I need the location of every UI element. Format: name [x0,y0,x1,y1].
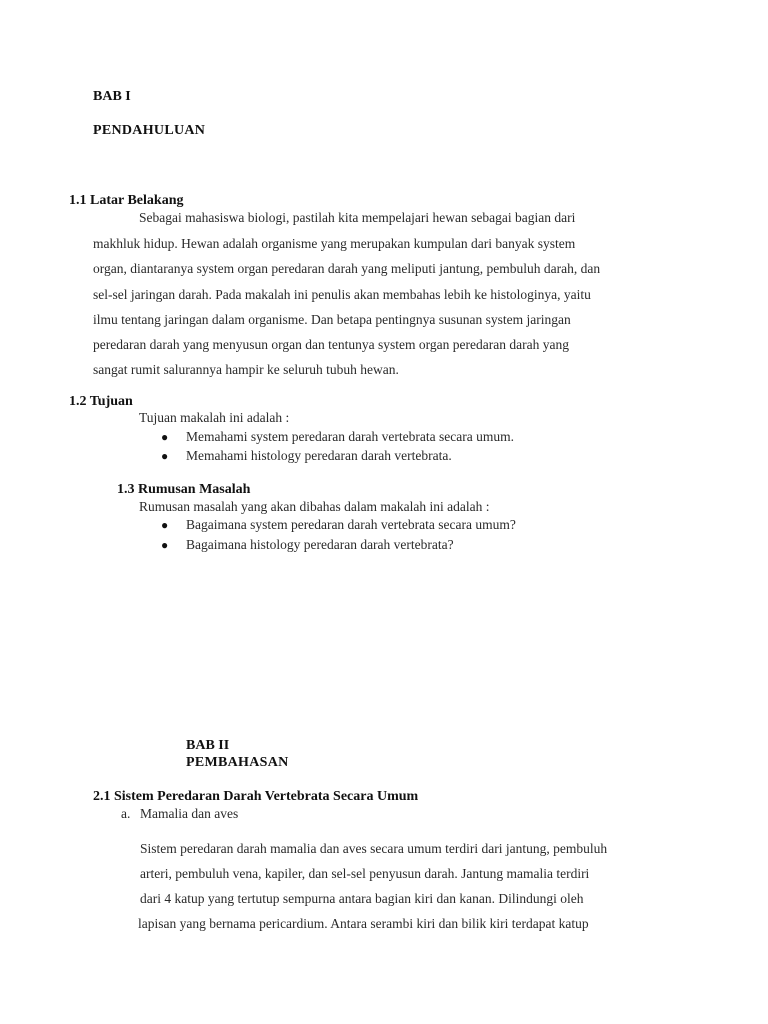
paragraph-line: organ, diantaranya system organ peredaran darah yang meliputi jantung, pembuluh darah, dan [93,261,601,276]
bab2-title: BAB II [186,738,230,753]
bab1-subtitle: PENDAHULUAN [93,123,206,138]
list-item: Memahami histology peredaran darah vertebrata. [186,448,452,463]
paragraph-line: ilmu tentang jaringan dalam organisme. Dan betapa pentingnya susunan system jaringan [93,312,571,327]
paragraph-line: arteri, pembuluh vena, kapiler, dan sel-sel penyusun darah. Jantung mamalia terdiri [140,866,590,881]
paragraph-line: Sistem peredaran darah mamalia dan aves secara umum terdiri dari jantung, pembuluh [140,841,608,856]
list-item: Memahami system peredaran darah vertebrata secara umum. [186,429,514,444]
section-1-1-heading: 1.1 Latar Belakang [69,193,184,208]
paragraph-line: sel-sel jaringan darah. Pada makalah ini penulis akan membahas lebih ke histologinya, yaitu [93,287,591,302]
list-item: Bagaimana system peredaran darah vertebrata secara umum? [186,517,516,532]
paragraph-line: makhluk hidup. Hewan adalah organisme yang merupakan kumpulan dari banyak system [93,236,576,251]
bullet-icon: ● [161,430,169,444]
bab2-subtitle: PEMBAHASAN [186,755,289,770]
bullet-icon: ● [161,538,169,552]
bab1-title: BAB I [93,89,131,104]
section-2-1-heading: 2.1 Sistem Peredaran Darah Vertebrata Secara Umum [93,789,419,804]
paragraph-line: peredaran darah yang menyusun organ dan tentunya system organ peredaran darah yang [93,337,569,352]
section-1-3-intro: Rumusan masalah yang akan dibahas dalam makalah ini adalah : [139,499,490,514]
paragraph-line: lapisan yang bernama pericardium. Antara serambi kiri dan bilik kiri terdapat katup [138,916,589,931]
paragraph-line: sangat rumit salurannya hampir ke seluruh tubuh hewan. [93,362,399,377]
bullet-icon: ● [161,518,169,532]
list-item: Bagaimana histology peredaran darah vertebrata? [186,537,454,552]
sub-heading: Mamalia dan aves [140,806,239,821]
section-1-3-heading: 1.3 Rumusan Masalah [117,482,251,497]
section-1-2-intro: Tujuan makalah ini adalah : [139,410,290,425]
sub-list-marker: a. [121,806,131,821]
paragraph-line: dari 4 katup yang tertutup sempurna antara bagian kiri dan kanan. Dilindungi oleh [140,891,584,906]
section-1-2-heading: 1.2 Tujuan [69,394,133,409]
paragraph-line: Sebagai mahasiswa biologi, pastilah kita mempelajari hewan sebagai bagian dari [139,210,576,225]
bullet-icon: ● [161,449,169,463]
